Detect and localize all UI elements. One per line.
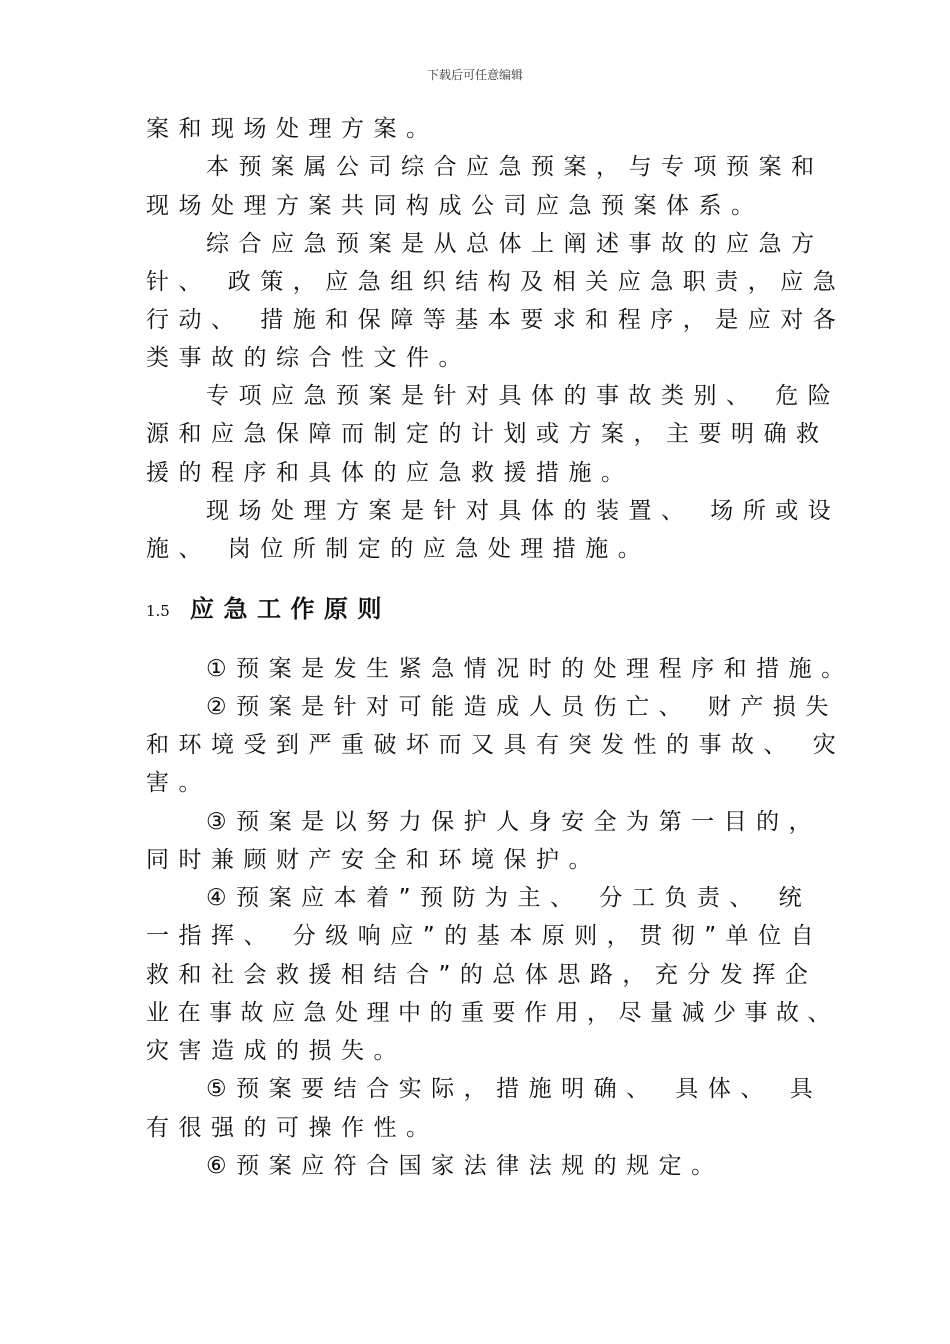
paragraph-line: 援的程序和具体的应急救援措施。 [146,460,634,486]
paragraph-line: 案和现场处理方案。 [146,116,439,142]
list-item: ⑤预案要结合实际，措施明确、 具体、 具 [206,1076,823,1102]
paragraph-line: 救和社会救援相结合”的总体思路，充分发挥企 [146,962,818,988]
section-title: 应急工作原则 [190,595,391,623]
page-header-note: 下载后可任意编辑 [426,68,523,82]
paragraph-line: 现场处理方案共同构成公司应急预案体系。 [146,193,764,219]
paragraph-line: 行动、 措施和保障等基本要求和程序，是应对各 [146,307,846,333]
paragraph-line: 灾害造成的损失。 [146,1038,406,1064]
paragraph-line: 本预案属公司综合应急预案，与专项预案和 [206,154,824,180]
paragraph-line: 业在事故应急处理中的重要作用，尽量减少事故、 [146,1000,839,1026]
paragraph-line: 同时兼顾财产安全和环境保护。 [146,847,601,873]
list-item: ⑥预案应符合国家法律法规的规定。 [206,1153,724,1179]
paragraph-line: 有很强的可操作性。 [146,1115,439,1141]
paragraph-line: 类事故的综合性文件。 [146,345,471,371]
paragraph-line: 综合应急预案是从总体上阐述事故的应急方 [206,231,824,257]
paragraph-line: 施、 岗位所制定的应急处理措施。 [146,536,651,562]
list-item: ④预案应本着”预防为主、 分工负责、 统 [206,885,812,911]
paragraph-line: 专项应急预案是针对具体的事故类别、 危险 [206,383,841,409]
list-item: ③预案是以努力保护人身安全为第一目的， [206,809,822,835]
paragraph-line: 害。 [146,770,211,796]
paragraph-line: 针、 政策，应急组织结构及相关应急职责，应急 [146,269,846,295]
paragraph-line: 一指挥、 分级响应”的基本原则，贯彻”单位自 [146,923,824,949]
list-item: ②预案是针对可能造成人员伤亡、 财产损失 [206,694,838,720]
paragraph-line: 源和应急保障而制定的计划或方案，主要明确救 [146,421,829,447]
list-item: ①预案是发生紧急情况时的处理程序和措施。 [206,656,854,682]
section-number: 1.5 [146,602,170,620]
paragraph-line: 现场处理方案是针对具体的装置、 场所或设 [206,498,841,524]
paragraph-line: 和环境受到严重破坏而又具有突发性的事故、 灾 [146,732,846,758]
